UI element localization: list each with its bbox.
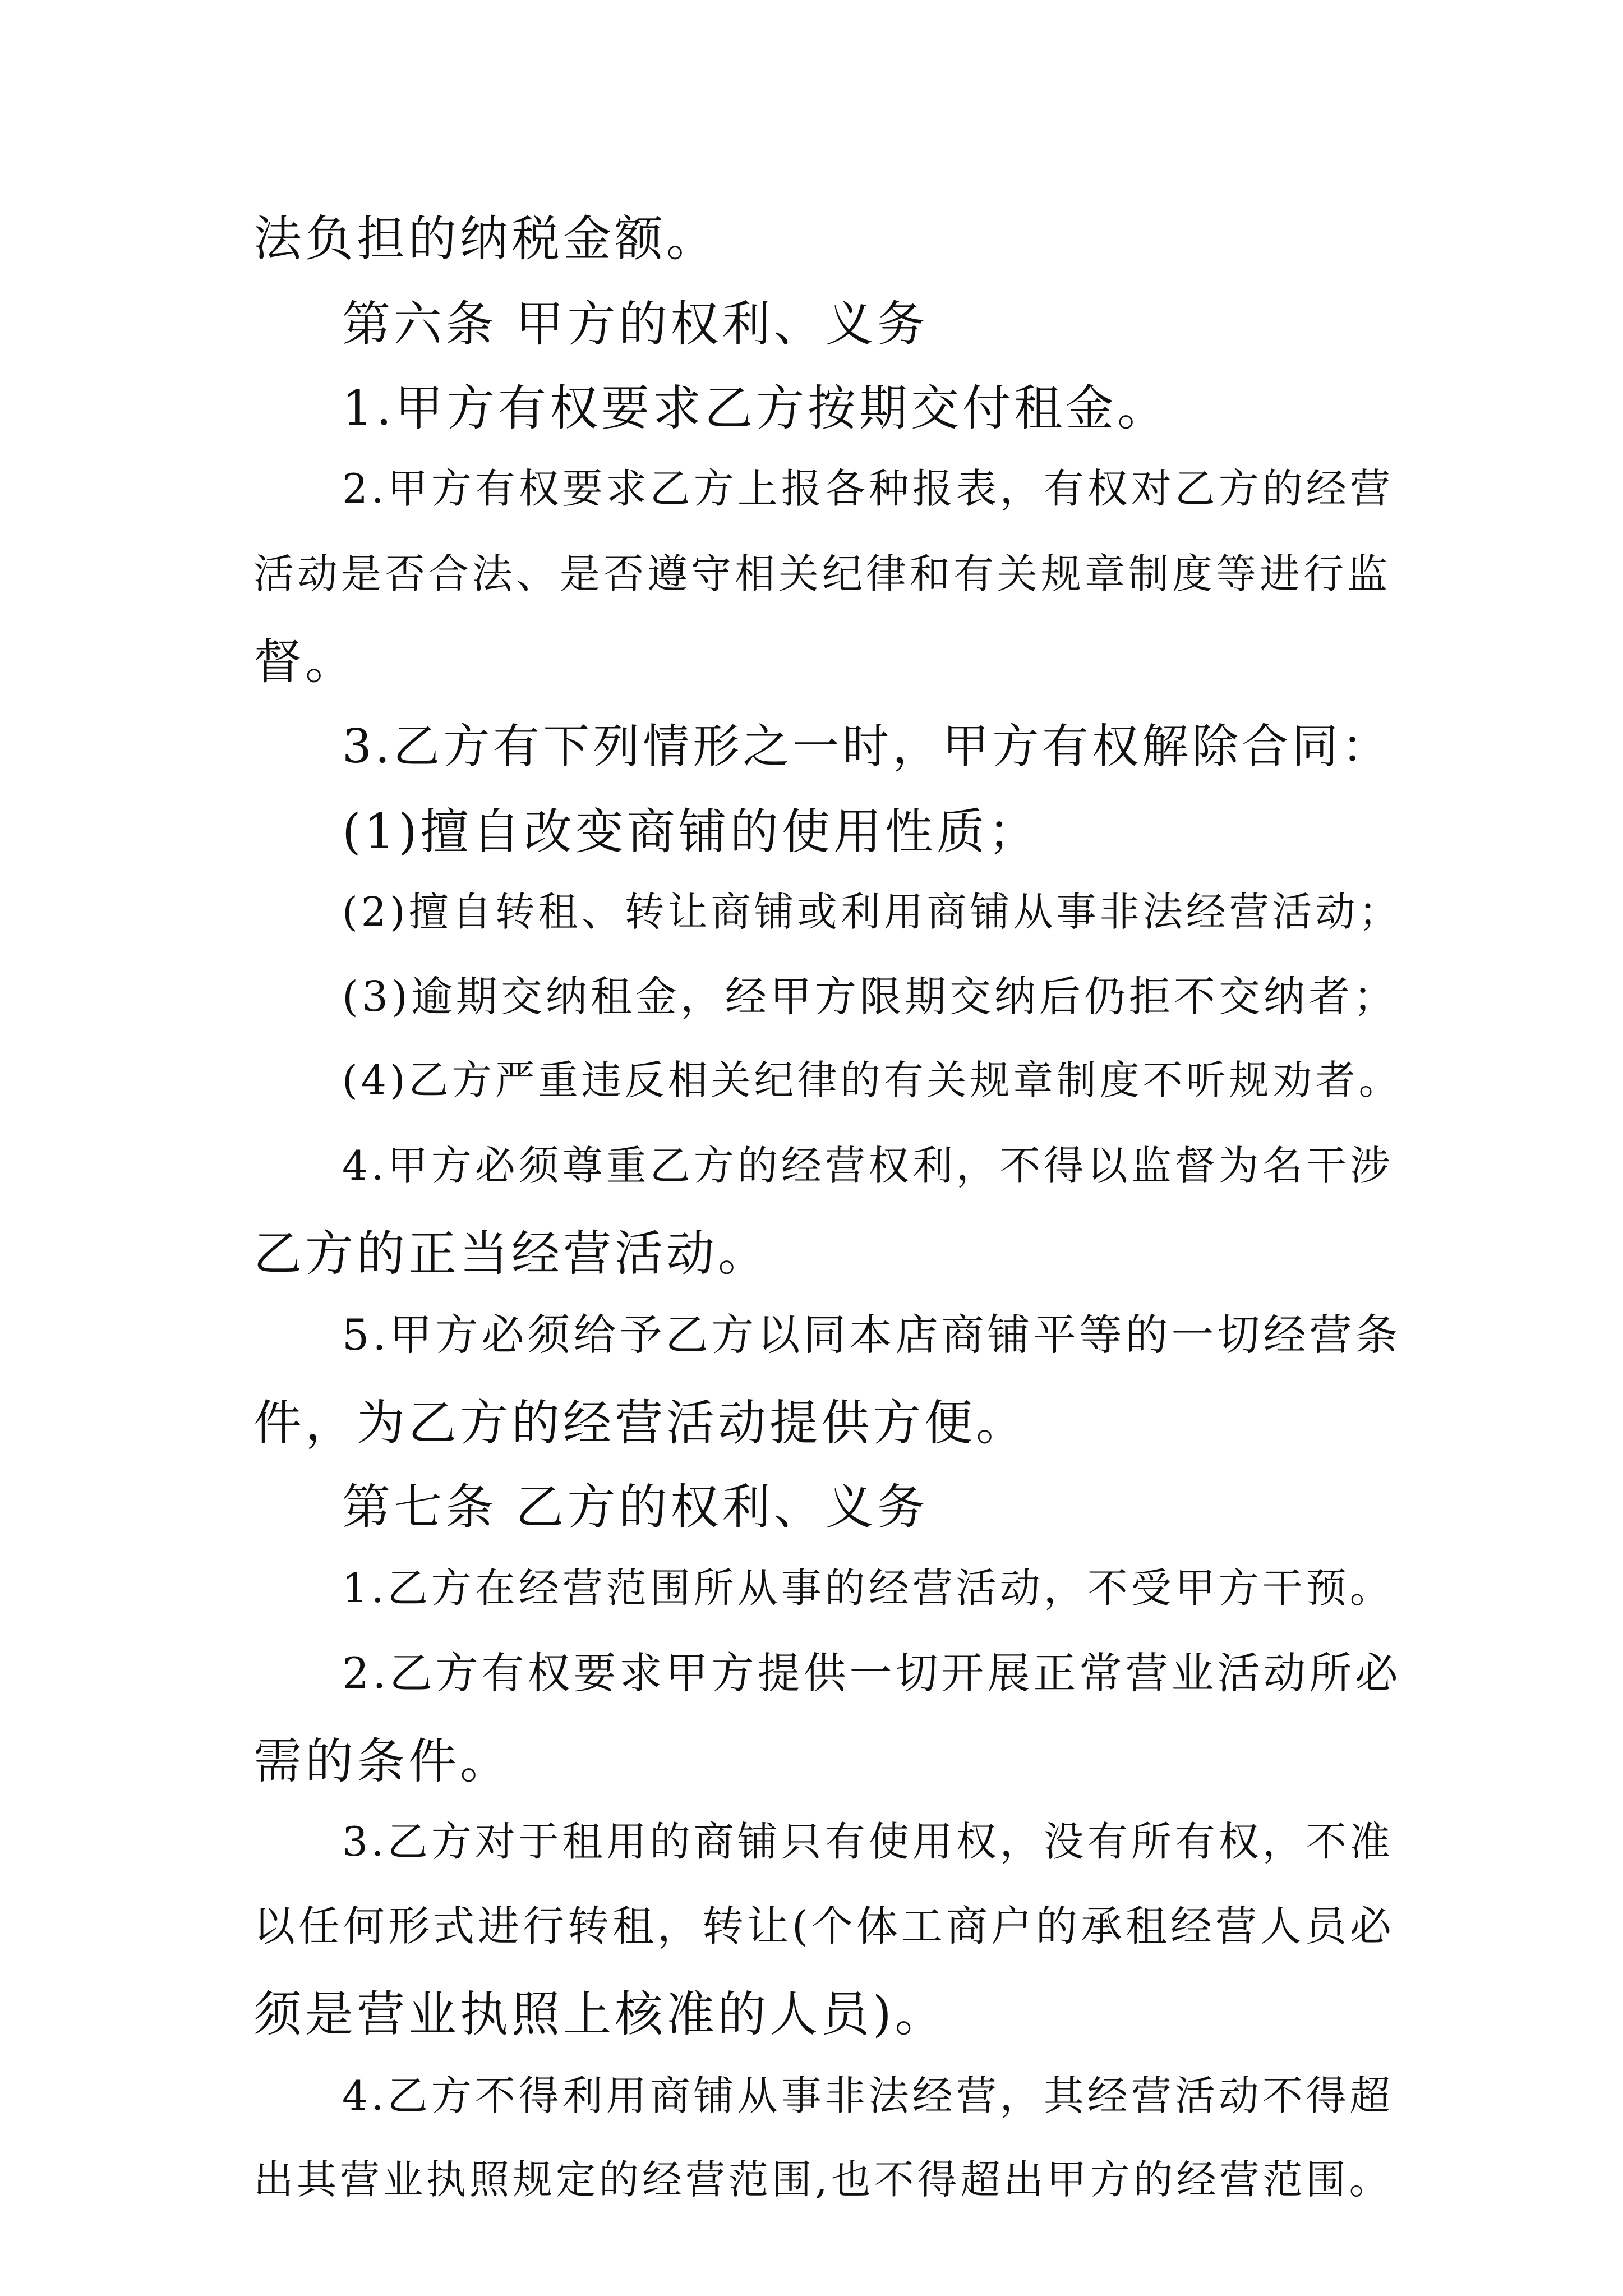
text-line-15: 件，为乙方的经营活动提供方便。 [253,1395,1027,1451]
text-line-18: 2.乙方有权要求甲方提供一切开展正常营业活动所必 [342,1648,1401,1698]
text-line-17: 1.乙方在经营范围所从事的经营活动，不受甲方干预。 [342,1565,1394,1612]
text-line-20: 3.乙方对于租用的商铺只有使用权，没有所有权，不准 [342,1818,1394,1865]
text-line-3: 1.甲方有权要求乙方按期交付租金。 [342,380,1169,436]
text-line-14: 5.甲方必须给予乙方以同本店商铺平等的一切经营条 [342,1310,1401,1360]
text-line-8: (1)擅自改变商铺的使用性质； [342,804,1040,860]
text-line-13: 乙方的正当经营活动。 [253,1226,769,1282]
text-line-1: 法负担的纳税金额。 [253,211,718,267]
text-line-24: 出其营业执照规定的经营范围,也不得超出甲方的经营范围。 [253,2156,1393,2203]
text-line-22: 须是营业执照上核准的人员)。 [253,1986,947,2042]
text-line-23: 4.乙方不得利用商铺从事非法经营，其经营活动不得超 [342,2072,1394,2119]
text-line-21: 以任何形式进行转租，转让(个体工商户的承租经营人员必 [253,1902,1395,1950]
text-line-5: 活动是否合法、是否遵守相关纪律和有关规章制度等进行监 [253,550,1391,597]
article-6-heading: 第六条 甲方的权利、义务 [342,296,929,352]
text-line-6: 督。 [253,634,357,690]
text-line-12: 4.甲方必须尊重乙方的经营权利，不得以监督为名干涉 [342,1142,1394,1189]
text-line-11: (4)乙方严重违反相关纪律的有关规章制度不听规劝者。 [342,1057,1402,1103]
text-line-10: (3)逾期交纳租金，经甲方限期交纳后仍拒不交纳者； [342,973,1398,1021]
text-line-9: (2)擅自转租、转让商铺或利用商铺从事非法经营活动； [342,889,1402,935]
article-7-heading: 第七条 乙方的权利、义务 [342,1479,929,1535]
text-line-4: 2.甲方有权要求乙方上报各种报表，有权对乙方的经营 [342,465,1394,512]
text-line-7: 3.乙方有下列情形之一时，甲方有权解除合同： [342,719,1392,774]
text-line-19: 需的条件。 [253,1733,511,1789]
